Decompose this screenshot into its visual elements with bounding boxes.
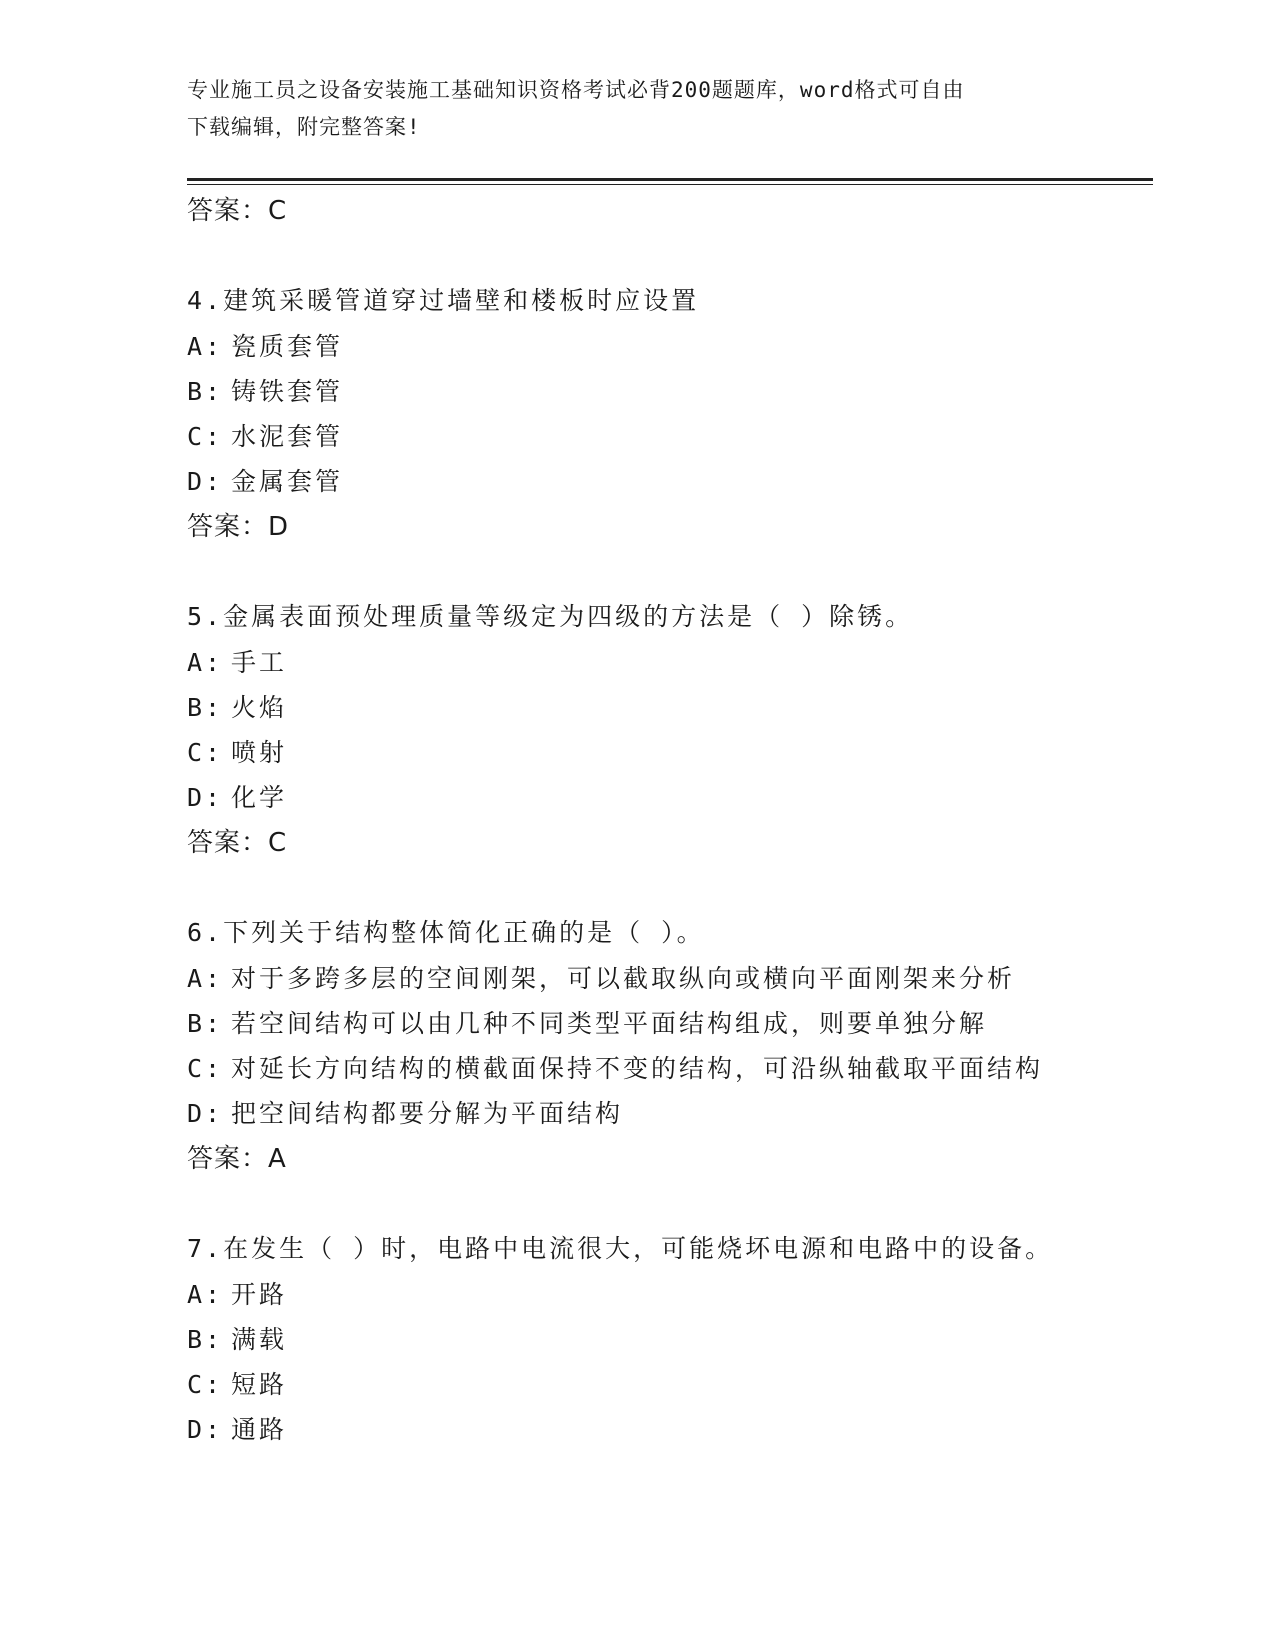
spacer: [187, 550, 1147, 594]
option-d: [187, 1407, 1147, 1452]
option-text: 金属套管: [231, 467, 344, 496]
option-b: [187, 685, 1147, 730]
option-letter: C:: [187, 422, 224, 451]
header-rule-thick: [187, 178, 1153, 181]
option-text: 对于多跨多层的空间刚架，可以截取纵向或横向平面刚架来分析: [231, 964, 1016, 993]
option-letter: C:: [187, 738, 224, 767]
question-7: [187, 1226, 1147, 1452]
answer: 答案：A: [187, 1144, 287, 1174]
option-text: 喷射: [231, 738, 288, 767]
question-text: 5.金属表面预处理质量等级定为四级的方法是（ ）除锈。: [187, 602, 914, 631]
option-letter: B:: [187, 1009, 224, 1038]
option-letter: D:: [187, 467, 224, 496]
document-header: [187, 72, 1087, 146]
option-c: [187, 1362, 1147, 1407]
option-text: 手工: [231, 648, 288, 677]
option-letter: D:: [187, 783, 224, 812]
option-d: [187, 1091, 1147, 1136]
option-letter: B:: [187, 377, 224, 406]
question-6: [187, 910, 1147, 1182]
option-d: [187, 775, 1147, 820]
option-letter: C:: [187, 1370, 224, 1399]
option-text: 火焰: [231, 693, 288, 722]
option-text: 水泥套管: [231, 422, 344, 451]
option-b: [187, 1317, 1147, 1362]
header-rule-thin: [187, 184, 1153, 185]
option-b: [187, 1001, 1147, 1046]
question-5: [187, 594, 1147, 866]
option-text: 把空间结构都要分解为平面结构: [231, 1099, 624, 1128]
option-letter: B:: [187, 1325, 224, 1354]
option-text: 满载: [231, 1325, 288, 1354]
option-letter: A:: [187, 648, 224, 677]
question-4: [187, 278, 1147, 550]
option-c: [187, 414, 1147, 459]
option-text: 短路: [231, 1370, 288, 1399]
option-letter: A:: [187, 332, 224, 361]
spacer: [187, 866, 1147, 910]
option-a: [187, 1272, 1147, 1317]
spacer: [187, 1182, 1147, 1226]
option-text: 铸铁套管: [231, 377, 344, 406]
header-line-2: 下载编辑，附完整答案!: [187, 115, 421, 139]
option-b: [187, 369, 1147, 414]
option-letter: A:: [187, 964, 224, 993]
answer: 答案：D: [187, 512, 290, 542]
option-a: [187, 956, 1147, 1001]
option-letter: B:: [187, 693, 224, 722]
spacer: [187, 234, 1147, 278]
question-text: 7.在发生（ ）时，电路中电流很大，可能烧坏电源和电路中的设备。: [187, 1234, 1054, 1263]
option-text: 通路: [231, 1415, 288, 1444]
question-text: 4.建筑采暖管道穿过墙壁和楼板时应设置: [187, 286, 700, 315]
option-letter: D:: [187, 1415, 224, 1444]
option-text: 若空间结构可以由几种不同类型平面结构组成，则要单独分解: [231, 1009, 988, 1038]
answer: 答案：C: [187, 828, 288, 858]
option-a: [187, 324, 1147, 369]
option-text: 化学: [231, 783, 288, 812]
option-text: 开路: [231, 1280, 288, 1309]
question-list: [187, 188, 1147, 1452]
option-letter: C:: [187, 1054, 224, 1083]
option-a: [187, 640, 1147, 685]
question-text: 6.下列关于结构整体简化正确的是（ ）。: [187, 918, 705, 947]
answer-previous: 答案：C: [187, 196, 288, 226]
option-letter: D:: [187, 1099, 224, 1128]
option-letter: A:: [187, 1280, 224, 1309]
header-line-1: 专业施工员之设备安装施工基础知识资格考试必背200题题库，word格式可自由: [187, 78, 965, 102]
option-c: [187, 730, 1147, 775]
option-text: 对延长方向结构的横截面保持不变的结构，可沿纵轴截取平面结构: [231, 1054, 1044, 1083]
option-c: [187, 1046, 1147, 1091]
option-text: 瓷质套管: [231, 332, 344, 361]
option-d: [187, 459, 1147, 504]
